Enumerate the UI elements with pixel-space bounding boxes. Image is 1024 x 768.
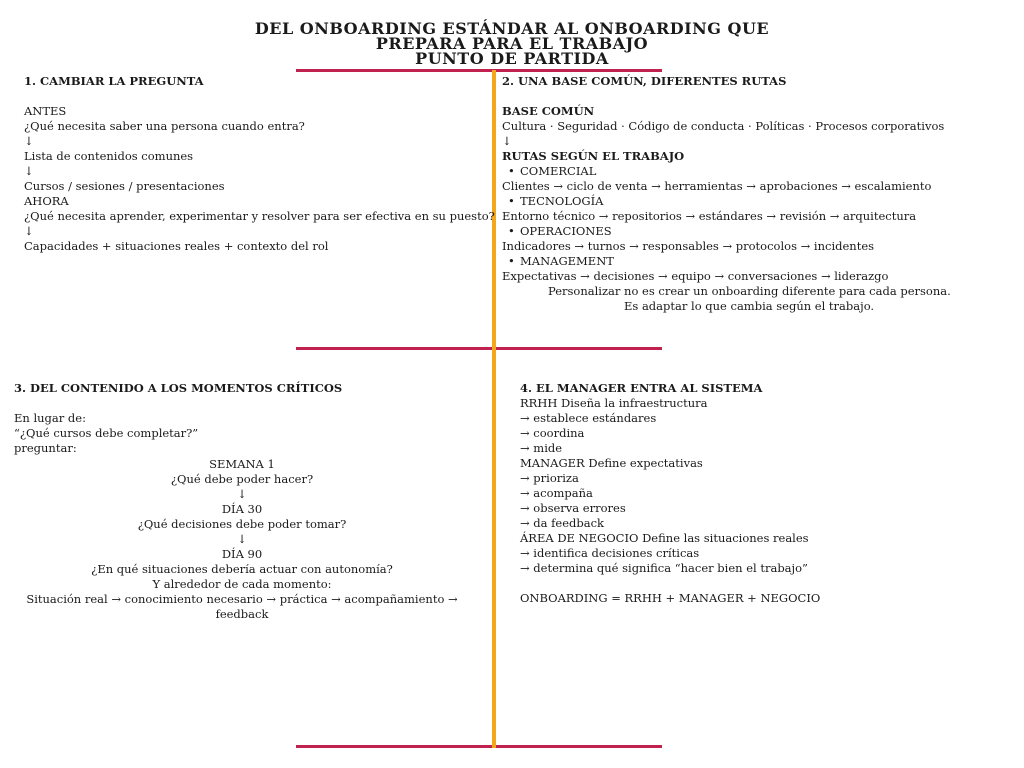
title-line-3: PUNTO DE PARTIDA — [415, 49, 609, 68]
manager-role: MANAGER Define expectativas — [520, 456, 703, 470]
section-base-comun — [502, 74, 951, 314]
title-line-2: PREPARA PARA EL TRABAJO — [375, 34, 649, 53]
area-task: → determina qué significa “hacer bien el trabajo” — [520, 561, 808, 575]
bullet-management: • MANAGEMENT — [502, 254, 951, 269]
cursos-sesiones: Cursos / sesiones / presentaciones — [24, 179, 225, 193]
rrhh-task: → establece estándares — [520, 411, 657, 425]
top-rule — [296, 69, 662, 72]
semana-1: SEMANA 1 — [209, 457, 275, 471]
operaciones-path: Indicadores → turnos → responsables → protocolos → incidentes — [502, 239, 875, 253]
dia-30-question: ¿Qué decisiones debe poder tomar? — [137, 517, 347, 531]
rrhh-task: → mide — [520, 441, 563, 455]
section-cambiar-pregunta — [24, 74, 495, 254]
section-3-heading: 3. DEL CONTENIDO A LOS MOMENTOS CRÍTICOS — [14, 381, 343, 395]
semana-question: ¿Qué debe poder hacer? — [170, 472, 314, 486]
arrow-down: ↓ — [237, 487, 247, 501]
middle-rule — [296, 347, 662, 350]
alrededor: Y alrededor de cada momento: — [152, 577, 332, 591]
bullet-operaciones: • OPERACIONES — [502, 224, 951, 239]
section-4-heading: 4. EL MANAGER ENTRA AL SISTEMA — [520, 381, 763, 395]
base-comun-items: Cultura · Seguridad · Código de conducta · Políticas · Procesos corporativos — [502, 119, 945, 133]
management-path: Expectativas → decisiones → equipo → conversaciones → liderazgo — [502, 269, 889, 283]
manager-task: → acompaña — [520, 486, 593, 500]
cursos-question: “¿Qué cursos debe completar?” — [14, 426, 199, 440]
tecnologia-path: Entorno técnico → repositorios → estándares → revisión → arquitectura — [502, 209, 917, 223]
rrhh-task: → coordina — [520, 426, 585, 440]
title-line-1: DEL ONBOARDING ESTÁNDAR AL ONBOARDING QUE — [254, 19, 770, 38]
arrow-down: ↓ — [24, 224, 34, 238]
closing-line-2: Es adaptar lo que cambia según el trabajo. — [624, 299, 875, 313]
spacer — [24, 89, 495, 104]
antes-question: ¿Qué necesita saber una persona cuando entra? — [24, 119, 305, 133]
onboarding-formula: ONBOARDING = RRHH + MANAGER + NEGOCIO — [520, 591, 821, 605]
arrow-down: ↓ — [24, 164, 34, 178]
bottom-rule — [296, 745, 662, 748]
momentos-timeline — [14, 457, 470, 622]
section-1-heading: 1. CAMBIAR LA PREGUNTA — [24, 74, 204, 88]
lista-contenidos: Lista de contenidos comunes — [24, 149, 194, 163]
spacer — [520, 576, 820, 591]
base-comun-label: BASE COMÚN — [502, 104, 595, 118]
area-negocio-role: ÁREA DE NEGOCIO Define las situaciones reales — [520, 531, 809, 545]
antes-label: ANTES — [24, 104, 67, 118]
dia-90-question: ¿En qué situaciones debería actuar con autonomía? — [91, 562, 393, 576]
dia-30: DÍA 30 — [221, 502, 263, 516]
arrow-down: ↓ — [237, 532, 247, 546]
manager-task: → prioriza — [520, 471, 579, 485]
section-2-heading: 2. UNA BASE COMÚN, DIFERENTES RUTAS — [502, 74, 787, 88]
spacer — [14, 396, 342, 411]
ahora-question: ¿Qué necesita aprender, experimentar y resolver para ser efectiva en su puesto? — [24, 209, 495, 223]
flow-line-1: Situación real → conocimiento necesario → práctica → acompañamiento → — [26, 592, 458, 606]
dia-90: DÍA 90 — [221, 547, 263, 561]
bullet-tecnologia: • TECNOLOGÍA — [502, 194, 951, 209]
bullet-comercial: • COMERCIAL — [502, 164, 951, 179]
area-task: → identifica decisiones críticas — [520, 546, 700, 560]
manager-task: → da feedback — [520, 516, 605, 530]
capacidades: Capacidades + situaciones reales + contexto del rol — [24, 239, 329, 253]
spacer — [502, 89, 951, 104]
flow-line-2: feedback — [215, 607, 269, 621]
section-manager-sistema — [520, 381, 820, 606]
arrow-down: ↓ — [502, 134, 512, 148]
section-momentos-criticos — [14, 381, 342, 456]
rutas-label: RUTAS SEGÚN EL TRABAJO — [502, 149, 685, 163]
manager-task: → observa errores — [520, 501, 626, 515]
arrow-down: ↓ — [24, 134, 34, 148]
en-lugar-de: En lugar de: — [14, 411, 86, 425]
comercial-path: Clientes → ciclo de venta → herramientas → aprobaciones → escalamiento — [502, 179, 932, 193]
closing-line-1: Personalizar no es crear un onboarding diferente para cada persona. — [548, 284, 951, 298]
ahora-label: AHORA — [24, 194, 69, 208]
rrhh-role: RRHH Diseña la infraestructura — [520, 396, 708, 410]
preguntar: preguntar: — [14, 441, 77, 455]
